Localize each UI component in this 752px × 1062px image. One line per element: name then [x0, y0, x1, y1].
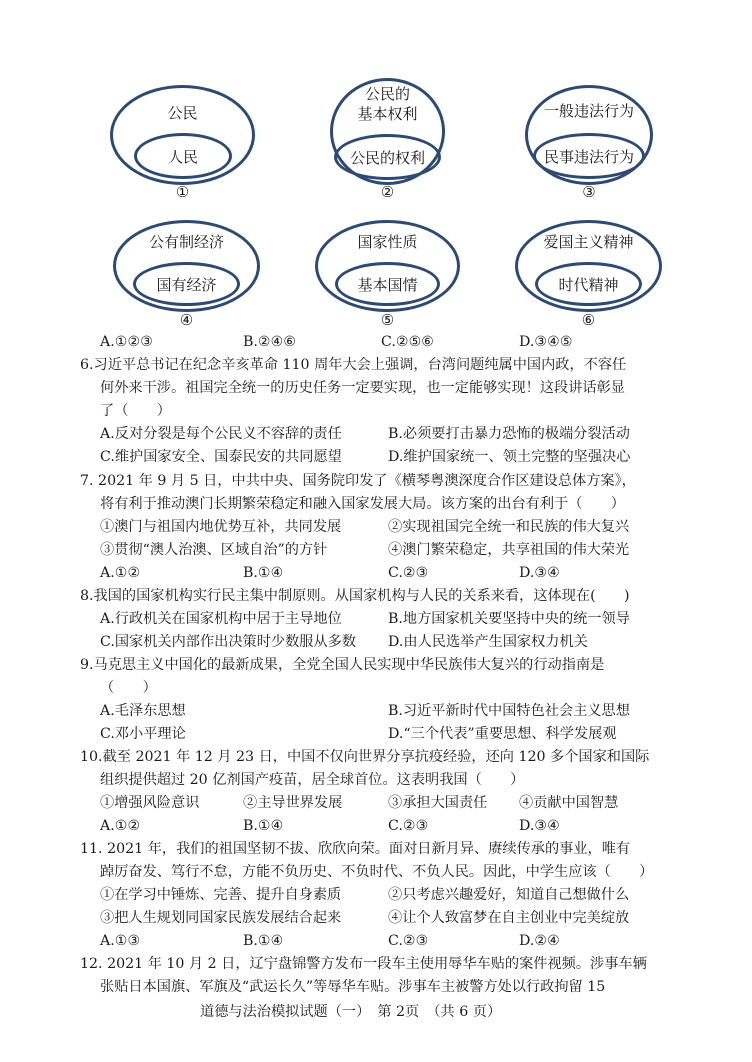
inner-circle: 公民的权利 — [334, 134, 441, 180]
q9-option-c: C.邓小平理论 — [100, 726, 186, 742]
outer-label: 公民 — [167, 104, 198, 122]
q7-item-2: ②实现祖国完全统一和民族的伟大复兴 — [388, 519, 630, 535]
diagram-1 — [110, 85, 255, 185]
q10-item-4: ④贡献中国智慧 — [519, 795, 619, 811]
outer-label — [330, 84, 445, 124]
outer-label-line: 公民的 — [364, 85, 410, 103]
q8-option-a: A.行政机关在国家机构中居于主导地位 — [100, 611, 342, 627]
q7-item-3: ③贯彻“澳人治澳、区域自治”的方针 — [100, 542, 328, 558]
outer-label: 国家性质 — [357, 233, 418, 251]
q6-stem-line: 6.习近平总书记在纪念辛亥革命 110 周年大会上强调，台湾问题纯属中国内政，不容任 — [80, 357, 627, 373]
diagram-number: ② — [380, 183, 395, 201]
diagram-5 — [315, 220, 460, 312]
q11-item-3: ③把人生规划同国家民族发展结合起来 — [100, 910, 342, 926]
q10-option-a: A.①② — [100, 818, 141, 834]
q11-item-1: ①在学习中锤炼、完善、提升自身素质 — [100, 887, 342, 903]
q6-option-a: A.反对分裂是每个公民义不容辞的责任 — [100, 426, 342, 442]
q10-item-2: ②主导世界发展 — [243, 795, 343, 811]
q6-option-c: C.维护国家安全、国泰民安的共同愿望 — [100, 449, 342, 465]
q6-option-d: D.维护国家统一、领土完整的坚强决心 — [388, 449, 631, 465]
q9-option-b: B.习近平新时代中国特色社会主义思想 — [388, 703, 630, 719]
q9-option-d: D.“三个代表”重要思想、科学发展观 — [388, 726, 617, 742]
q11-item-2: ②只考虑兴趣爱好，知道自己想做什么 — [388, 887, 630, 903]
inner-circle: 基本国情 — [335, 262, 440, 306]
outer-label: 爱国主义精神 — [543, 233, 634, 251]
q8-stem-line: 8.我国的国家机构实行民主集中制原则。从国家机构与人民的关系来看，这体现在( ) — [80, 588, 630, 604]
q10-option-c: C.②③ — [388, 818, 429, 834]
diagram-number: ③ — [582, 183, 596, 201]
q11-option-a: A.①③ — [100, 933, 141, 949]
q8-option-b: B.地方国家机关要坚持中央的统一领导 — [388, 611, 630, 627]
q7-item-1: ①澳门与祖国内地优势互补，共同发展 — [100, 519, 342, 535]
inner-circle: 时代精神 — [535, 262, 642, 306]
inner-circle: 人民 — [134, 133, 232, 179]
q9-option-a: A.毛泽东思想 — [100, 703, 186, 719]
q10-stem-line: 10.截至 2021 年 12 月 23 日，中国不仅向世界分享抗疫经验，还向 120 多个国家和国际 — [80, 749, 650, 765]
q7-option-b: B.①④ — [243, 565, 284, 581]
q9-stem-line: （ ） — [100, 680, 157, 696]
q11-option-d: D.②④ — [519, 933, 560, 949]
q11-option-b: B.①④ — [243, 933, 284, 949]
q5-option-d: D.③④⑤ — [519, 334, 573, 350]
q6-stem-line: 何外来干涉。祖国完全统一的历史任务一定要实现，也一定能够实现！这段讲话彰显 — [100, 380, 625, 396]
diagram-2 — [330, 78, 445, 185]
q10-option-d: D.③④ — [519, 818, 560, 834]
diagram-number: ⑤ — [380, 311, 395, 329]
q11-stem-line: 踔厉奋发、笃行不怠，方能不负历史、不负时代、不负人民。因此，中学生应该（ ） — [100, 864, 654, 880]
outer-label: 公有制经济 — [148, 233, 224, 251]
diagram-6 — [515, 220, 662, 312]
q6-option-b: B.必须要打击暴力恐怖的极端分裂活动 — [388, 426, 630, 442]
diagram-number: ⑥ — [581, 311, 596, 329]
q5-option-a: A.①②③ — [100, 334, 153, 350]
diagram-number: ④ — [179, 311, 194, 329]
q7-stem-line: 7. 2021 年 9 月 5 日，中共中央、国务院印发了《横琴粤澳深度合作区建设总体方案》， — [80, 473, 636, 489]
page-footer — [200, 1001, 501, 1021]
q7-stem-line: 将有利于推动澳门长期繁荣稳定和融入国家发展大局。该方案的出台有利于（ ） — [100, 496, 625, 512]
q10-option-b: B.①④ — [243, 818, 284, 834]
diagram-3 — [525, 85, 653, 185]
outer-label: 一般违法行为 — [543, 102, 634, 120]
footer-text: 道德与法治模拟试题（一） 第 2页 （共 6 页） — [200, 1004, 502, 1020]
q8-option-c: C.国家机关内部作出决策时少数服从多数 — [100, 634, 357, 650]
q9-stem-line: 9.马克思主义中国化的最新成果，全党全国人民实现中华民族伟大复兴的行动指南是 — [80, 657, 605, 673]
q11-stem-line: 11. 2021 年，我们的祖国坚韧不拔、欣欣向荣。面对日新月异、赓续传承的事业，唯有 — [80, 841, 631, 857]
q7-option-d: D.③④ — [519, 565, 560, 581]
outer-label-line: 基本权利 — [357, 105, 418, 123]
inner-circle: 民事违法行为 — [533, 133, 645, 179]
q10-item-1: ①增强风险意识 — [100, 795, 200, 811]
q5-option-b: B.②④⑥ — [243, 334, 297, 350]
q11-option-c: C.②③ — [388, 933, 429, 949]
inner-circle: 国有经济 — [133, 262, 240, 306]
q10-item-3: ③承担大国责任 — [388, 795, 488, 811]
diagram-number: ① — [175, 183, 190, 201]
q11-item-4: ④让个人致富梦在自主创业中完美绽放 — [388, 910, 630, 926]
q8-option-d: D.由人民选举产生国家权力机关 — [388, 634, 588, 650]
q7-option-a: A.①② — [100, 565, 141, 581]
q7-item-4: ④澳门繁荣稳定，共享祖国的伟大荣光 — [388, 542, 630, 558]
q7-option-c: C.②③ — [388, 565, 429, 581]
diagram-4 — [113, 220, 260, 312]
q5-option-c: C.②⑤⑥ — [381, 334, 435, 350]
q6-stem-line: 了（ ） — [100, 403, 171, 419]
q10-stem-line: 组织提供超过 20 亿剂国产疫苗，居全球首位。这表明我国（ ） — [100, 772, 525, 788]
q12-stem-line: 12. 2021 年 10 月 2 日，辽宁盘锦警方发布一段车主使用辱华车贴的案件视频。涉事车辆 — [80, 956, 647, 972]
q12-stem-line: 张贴日本国旗、军旗及“武运长久”等辱华车贴。涉事车主被警方处以行政拘留 15 — [100, 979, 606, 995]
